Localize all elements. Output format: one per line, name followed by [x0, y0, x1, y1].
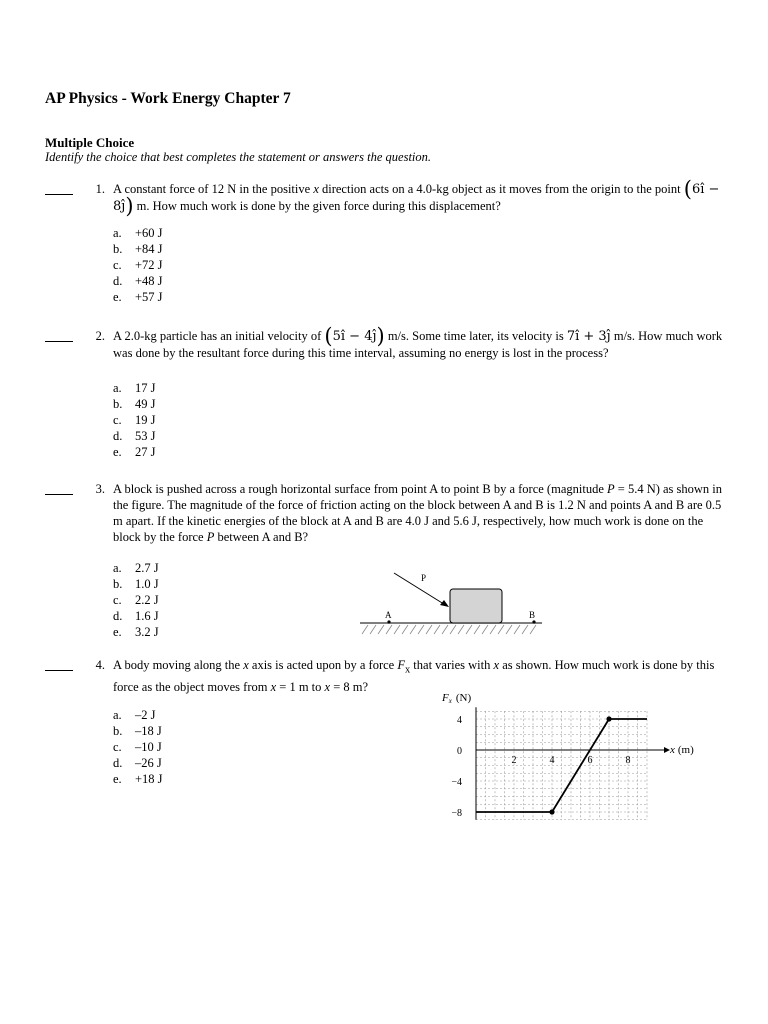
- choice[interactable]: c. –10 J: [113, 740, 162, 754]
- x-tick-label: 8: [625, 755, 631, 766]
- choice[interactable]: e. +18 J: [113, 772, 163, 786]
- x-tick-label: 2: [511, 755, 517, 766]
- choice[interactable]: a. 17 J: [113, 381, 156, 395]
- answer-blank[interactable]: [45, 657, 73, 671]
- y-tick-label: 0: [457, 746, 462, 757]
- block: [450, 589, 502, 623]
- choice[interactable]: d. 53 J: [113, 429, 156, 443]
- ground-hatching: [360, 623, 542, 634]
- chart-tick-labels: [451, 715, 630, 819]
- instructions: Identify the choice that best completes the statement or answers the question.: [45, 150, 432, 164]
- force-label: P: [421, 573, 427, 583]
- initial-velocity-vector: 5î − 4ĵ: [332, 329, 377, 344]
- choice-list: [113, 560, 159, 640]
- data-point: [606, 716, 611, 721]
- choice-list: [113, 707, 163, 787]
- choice-list: [113, 380, 156, 460]
- choice[interactable]: d. 1.6 J: [113, 609, 159, 623]
- chart-grid: [476, 711, 647, 820]
- answer-blank[interactable]: [45, 481, 73, 495]
- choice[interactable]: d. +48 J: [113, 274, 163, 288]
- question-number: 2.: [95, 329, 105, 343]
- choice[interactable]: a. 2.7 J: [113, 561, 159, 575]
- final-velocity-vector: 7î + 3ĵ: [566, 329, 611, 344]
- force-arrowhead: [440, 600, 449, 607]
- question-number: 3.: [95, 482, 105, 496]
- choice[interactable]: b. +84 J: [113, 242, 163, 256]
- point-a-label: A: [385, 610, 392, 620]
- x-tick-label: 6: [587, 755, 593, 766]
- choice[interactable]: c. 19 J: [113, 413, 156, 427]
- choice[interactable]: d. –26 J: [113, 756, 162, 770]
- choice[interactable]: a. +60 J: [113, 226, 163, 240]
- point-b-dot: [532, 620, 535, 623]
- y-tick-label: 4: [457, 715, 462, 726]
- choice[interactable]: b. –18 J: [113, 724, 162, 738]
- chart-y-axis-label: Fx (N): [442, 692, 472, 705]
- choice[interactable]: b. 49 J: [113, 397, 156, 411]
- force-position-chart: [436, 690, 720, 830]
- question-text: A block is pushed across a rough horizontal surface from point A to point B by a force (magnitude P = 5.4 N) as shown in the figure. The magnitude of the force of friction acting on the block between A and B is 1.2 N and points A and B are 0.5 m apart. If the kinetic energies of the block at A and B are 4.0 J and 5.6 J, respectively, how much work is done on the block by the force P between A and B?: [113, 482, 723, 544]
- y-tick-label: −4: [451, 777, 462, 788]
- question-number: 4.: [95, 658, 105, 672]
- choice[interactable]: e. 3.2 J: [113, 625, 159, 639]
- question-text: A 2.0-kg particle has an initial velocity of (5î − 4ĵ) m/s. Some time later, its velocity is 7î + 3ĵ m/s. How much work was done by the resultant force during this time interval, assuming no energy is lost in the process?: [113, 324, 723, 360]
- choice[interactable]: c. +72 J: [113, 258, 163, 272]
- chart-x-axis-label: x (m): [670, 744, 694, 756]
- choice[interactable]: e. 27 J: [113, 445, 156, 459]
- question-text: A constant force of 12 N in the positive x direction acts on a 4.0-kg object as it moves from the origin to the point (6î − 8ĵ) m. How much work is done by the given force during this displacement?: [113, 177, 720, 218]
- question-text: A body moving along the x axis is acted upon by a force $F_x$ that varies with x as shown. How much work is done by this force as the object moves from x = 1 m to x = 8 m?: [113, 658, 715, 694]
- choice[interactable]: e. +57 J: [113, 290, 163, 304]
- x-tick-label: 4: [549, 755, 555, 766]
- choice[interactable]: c. 2.2 J: [113, 593, 159, 607]
- point-b-label: B: [529, 610, 536, 620]
- answer-blank[interactable]: [45, 181, 73, 195]
- y-tick-label: −8: [451, 808, 462, 819]
- point-vector: 6î − 8ĵ: [113, 182, 720, 214]
- data-point: [549, 809, 554, 814]
- document-title: AP Physics - Work Energy Chapter 7: [45, 90, 291, 107]
- chart-axes: [476, 707, 670, 820]
- choice-list: [113, 225, 163, 305]
- question-number: 1.: [95, 182, 105, 196]
- choice[interactable]: b. 1.0 J: [113, 577, 159, 591]
- answer-blank[interactable]: [45, 328, 73, 342]
- point-a-dot: [387, 620, 390, 623]
- section-heading: Multiple Choice: [45, 135, 135, 150]
- choice[interactable]: a. –2 J: [113, 708, 156, 722]
- block-force-figure: [356, 566, 546, 642]
